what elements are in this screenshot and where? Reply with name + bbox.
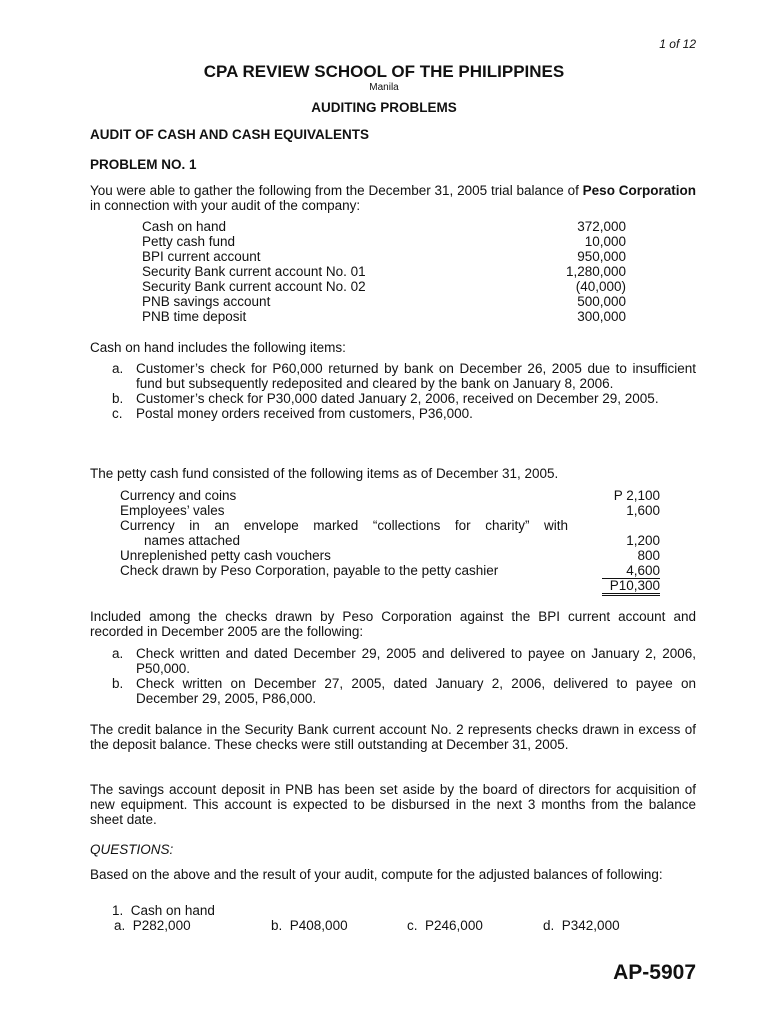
pc-label: Employees’ vales (120, 503, 225, 518)
questions-heading: QUESTIONS: (90, 842, 174, 857)
tb-label: PNB time deposit (142, 309, 247, 324)
intro-text-after: in connection with your audit of the company: (90, 198, 361, 213)
bpi-checks-intro: Included among the checks drawn by Peso Corporation against the BPI current account and recorded in December 2005 are the following: (90, 609, 696, 639)
pc-label: Currency and coins (120, 488, 237, 503)
list-item-text: Check written on December 27, 2005, dated January 2, 2006, delivered to payee on December 29, 2005, P86,000. (136, 676, 696, 706)
petty-cash-intro: The petty cash fund consisted of the following items as of December 31, 2005. (90, 466, 559, 481)
trial-balance-row (142, 264, 626, 279)
tb-label: BPI current account (142, 249, 261, 264)
pc-label: names attached (144, 533, 241, 548)
list-marker: a. (112, 646, 124, 661)
cash-on-hand-items (112, 361, 696, 421)
school-city: Manila (369, 82, 399, 93)
petty-cash-row (120, 488, 660, 503)
list-marker: b. (112, 391, 124, 406)
list-item (112, 406, 696, 421)
pc-label: Check drawn by Peso Corporation, payable to the petty cashier (120, 563, 499, 578)
choice-value: P246,000 (425, 918, 483, 933)
choice-letter: c. (407, 918, 418, 933)
trial-balance-row (142, 219, 626, 234)
questions-intro: Based on the above and the result of your audit, compute for the adjusted balances of following: (90, 867, 663, 882)
choice-a (114, 918, 191, 933)
choice-value: P282,000 (132, 918, 191, 933)
petty-cash-row (120, 518, 660, 533)
tb-amount: 300,000 (577, 309, 626, 324)
pnb-paragraph: The savings account deposit in PNB has been set aside by the board of directors for acquisition of new equipment. This account is expected to be disbursed in the next 3 months from the balance sheet date. (90, 782, 696, 827)
list-marker: b. (112, 676, 124, 691)
tb-label: Cash on hand (142, 219, 227, 234)
tb-label: PNB savings account (142, 294, 271, 309)
tb-amount: (40,000) (575, 279, 626, 294)
list-item (112, 646, 696, 676)
petty-cash-row (120, 548, 660, 563)
tb-amount: 500,000 (577, 294, 626, 309)
document-code: AP-5907 (613, 961, 696, 984)
choice-letter: d. (543, 918, 555, 933)
trial-balance-row (142, 309, 626, 324)
choice-letter: a. (114, 918, 126, 933)
pc-label: Currency in an envelope marked “collections for charity” with (120, 518, 568, 533)
topic-heading: AUDIT OF CASH AND CASH EQUIVALENTS (90, 127, 370, 142)
petty-cash-row (120, 503, 660, 518)
intro-paragraph (90, 183, 696, 213)
tb-amount: 950,000 (577, 249, 626, 264)
pc-amount: 1,600 (626, 503, 660, 518)
tb-label: Security Bank current account No. 02 (142, 279, 366, 294)
petty-cash-total: P10,300 (602, 578, 660, 596)
list-marker: c. (112, 406, 123, 421)
pc-amount: 800 (637, 548, 660, 563)
subject-title: AUDITING PROBLEMS (311, 100, 457, 115)
petty-cash-total-row (120, 578, 660, 593)
tb-label: Security Bank current account No. 01 (142, 264, 366, 279)
list-item-text: Customer’s check for P60,000 returned by bank on December 26, 2005 due to insufficient fund but subsequently redeposited and cleared by the bank on January 8, 2006. (136, 361, 696, 391)
choice-letter: b. (271, 918, 283, 933)
list-item (112, 676, 696, 706)
page-number: 1 of 12 (659, 37, 696, 51)
tb-amount: 10,000 (584, 234, 626, 249)
list-item-text: Customer’s check for P30,000 dated January 2, 2006, received on December 29, 2005. (136, 391, 659, 406)
trial-balance-row (142, 234, 626, 249)
question-1 (112, 903, 215, 918)
trial-balance-row (142, 249, 626, 264)
list-marker: a. (112, 361, 124, 376)
list-item-text: Check written and dated December 29, 2005 and delivered to payee on January 2, 2006, P50,000. (136, 646, 696, 676)
tb-amount: 372,000 (577, 219, 626, 234)
choice-value: P408,000 (289, 918, 348, 933)
choice-b (271, 918, 348, 933)
school-name: CPA REVIEW SCHOOL OF THE PHILIPPINES (203, 62, 565, 81)
problem-title: PROBLEM NO. 1 (90, 157, 197, 172)
petty-cash-row (120, 533, 660, 548)
security-bank-paragraph: The credit balance in the Security Bank current account No. 2 represents checks drawn in excess of the deposit balance. These checks were still outstanding at December 31, 2005. (90, 722, 696, 752)
list-item-text: Postal money orders received from customers, P36,000. (136, 406, 473, 421)
pc-amount: 1,200 (626, 533, 660, 548)
pc-amount: P 2,100 (613, 488, 660, 503)
tb-label: Petty cash fund (142, 234, 236, 249)
trial-balance-row (142, 294, 626, 309)
list-item (112, 361, 696, 391)
cash-on-hand-intro: Cash on hand includes the following items: (90, 340, 346, 355)
pc-amount: 4,600 (602, 563, 660, 579)
question-number: 1. (112, 903, 124, 918)
intro-text-before: You were able to gather the following from the December 31, 2005 trial balance of (90, 183, 583, 198)
list-item (112, 391, 696, 406)
petty-cash-row (120, 563, 660, 578)
tb-amount: 1,280,000 (565, 264, 626, 279)
question-text: Cash on hand (130, 903, 215, 918)
choice-d (543, 918, 620, 933)
pc-label: Unreplenished petty cash vouchers (120, 548, 331, 563)
trial-balance-row (142, 279, 626, 294)
choice-c (407, 918, 483, 933)
bpi-checks-items (112, 646, 696, 706)
choice-value: P342,000 (561, 918, 620, 933)
company-name: Peso Corporation (582, 183, 696, 198)
